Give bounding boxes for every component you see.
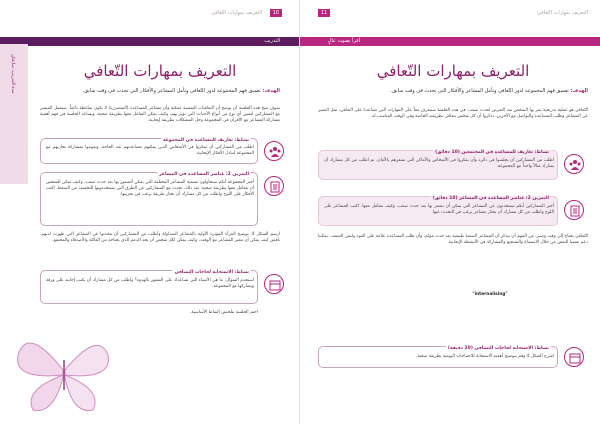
box-header: نشاط: تعاريف للمساعدة في المجموعة: [162, 138, 249, 143]
objective-label: الهدف:: [570, 88, 588, 94]
middle-paragraph: ارسم الشكل 4: توضيح المرأة المؤثرة الأولية بالمشاعر المتداولة وأطلب من المشاركين أن يتحدثوا عن المشاعر التي ظهرت لديهم. ناقش كيف يمكن أن تتغير المشاعر مع الوقت، وكيف يمكن لكل شخص أن يجد الدعم الذي يحتاجه من العائلة والأصدقاء والمجتمع.: [40, 232, 280, 243]
activity-box-2: [318, 196, 558, 226]
box-text: استخدم السؤال: ما هي الأشياء التي تساعدك على الشعور بالهدوء؟ واطلب من كل مشارك أن يكتب إجابته على ورقة ويشاركها مع المجموعة.: [46, 278, 254, 289]
calendar-icon: [264, 274, 284, 294]
page-number: 10: [270, 9, 282, 17]
activity-box-1: [318, 150, 558, 180]
people-group-icon: [264, 141, 284, 161]
intro-paragraph: التّعافي هو عملية تدريجية يمر بها الشخص بعد التعرض لحدث صعب. في هذه الجلسة سنتعرف معاً على المهارات التي تساعدنا على التعافي، مثل التعبير عن المشاعر وطلب المساعدة والتواصل مع الآخرين. تذكروا أن كل شخص يتعافى بطريقته الخاصة وفي الوقت المناسب له.: [318, 108, 588, 119]
band-label: أقرأ بصوت عالٍ: [327, 38, 360, 44]
box-text: اطلب من المشاركين أن يجلسوا في دائرة وأن يفكروا في الأشخاص والأماكن التي تشعرهم بالأمان. ثم اطلب من كل مشارك أن يشارك مثالاً واحداً مع المجموعة.: [324, 158, 554, 169]
section-band: [300, 37, 600, 46]
checklist-icon: [264, 176, 284, 196]
box-text: اشرح الشكل 4 وقم بتوضيح أهمية الاستجابة للاحتياجات اليومية بطريقة صحية.: [416, 354, 554, 359]
activity-box-2: [40, 172, 258, 226]
objective-text: تعميق فهم المجموعة لدور التّعافي وتأمل المشاعر والأفكار التي تحدث في وقت سابق.: [390, 88, 569, 94]
section-band: [0, 37, 300, 46]
page-number: 11: [318, 9, 330, 17]
objective-label: الهدف:: [262, 88, 280, 94]
right-page: [300, 0, 600, 424]
box-header: نشاط: الاستجابة لحاجات التشافي: [174, 270, 249, 275]
box-header: التمرين 2: عناصر المساعدة في المشاعر: [159, 172, 249, 177]
running-head: التعريف بمهارات التّعافي: [537, 10, 588, 16]
activity-box-3: [40, 270, 258, 304]
box-header: نشاط: الاستجابة لحاجات التشافي (20 دقيقة): [447, 346, 549, 351]
calendar-icon: [564, 347, 584, 367]
band-label: التدريب: [264, 38, 280, 44]
page-title: التعريف بمهارات التّعافي: [376, 62, 530, 80]
page-title: التعريف بمهارات التّعافي: [83, 62, 237, 80]
box-text: أخبر المجموعة أنكم ستحاولون تسمية المشاعر المختلفة التي يمكن الشعور بها بعد حدث صعب، وكيف يمكن للشخص أن يتعامل معها بطريقة صحية. بعد ذلك، تحدث مع المشاركين عن الطرق التي يستخدمونها للتخفيف من الضغط. اكتب الأفكار على اللوح واطلب من كل مشارك أن يختار طريقة يرغب في تجربتها.: [46, 180, 254, 197]
checklist-icon: [564, 200, 584, 220]
people-group-icon: [564, 154, 584, 174]
highlight-word: "internalising": [472, 292, 508, 297]
objective: [318, 88, 588, 95]
box-header: نشاط: تعاريف للمساعدة في المجتمعين (10 دقائق): [435, 150, 549, 155]
activity-box-1: [40, 138, 258, 164]
box-header: التمرين 2: عناصر المساعدة في المشاعر (10 دقائق): [432, 196, 549, 201]
sidebar-text: مدة التدريب: ساعتان: [10, 54, 15, 94]
butterfly-icon: [8, 320, 118, 420]
objective-text: تعميق فهم المجموعة لدور التّعافي وتأمل المشاعر والأفكار التي تحدث في وقت سابق.: [82, 88, 261, 94]
box-text: اطلب من المشاركين أن يفكروا في الأشخاص الذين يمكنهم مساعدتهم عند الحاجة، ويقوموا بمشاركة تجاربهم مع المجموعة لتبادل الأفكار الإيجابية.: [46, 145, 254, 156]
objective: [40, 88, 280, 95]
middle-paragraph: التّعافي يحتاج إلى وقت وصبر. من المهم أن نتذكر أن المشاعر الصعبة طبيعية بعد حدث مؤلم، وأن طلب المساعدة علامة على القوة وليس الضعف. يمكننا دعم بعضنا البعض من خلال الاستماع والتشجيع والمشاركة في الأنشطة الإيجابية.: [318, 234, 588, 245]
closing-line: اختم الجلسة بتلخيص النقاط الأساسية.: [190, 310, 258, 315]
running-head: التعريف بمهارات التّعافي: [211, 10, 262, 16]
activity-box-3: [318, 346, 558, 368]
intro-paragraph: سوف نتيح هذه الجلسة أن نوضح أن التعافيات النفسية ممكنة وأن مشاعر المساعدة (المتضررة) لا تكون ضاغطة دائماً. سيعمل الميسر مع المشاركين لتعيين أي نوع من أنواع الأحداث التي تؤثر بهم، وكيف يمكن التعامل معها بطريقة صحية، ويساعد الجلسة في فهم أهمية مشاركة المشاعر مع الأقران في المجموعة وحل المشكلات بطريقة إيجابية.: [40, 106, 280, 123]
box-text: أخبر المشاركين أنكم ستتحدثون عن المشاعر التي يمكن أن نشعر بها بعد حدث صعب، وكيف نتعامل معها. اكتب المشاعر على اللوح واطلب من كل مشارك أن يختار مشاعر يرغب في التحدث عنها.: [324, 204, 554, 215]
sidebar-duration: [0, 44, 28, 184]
